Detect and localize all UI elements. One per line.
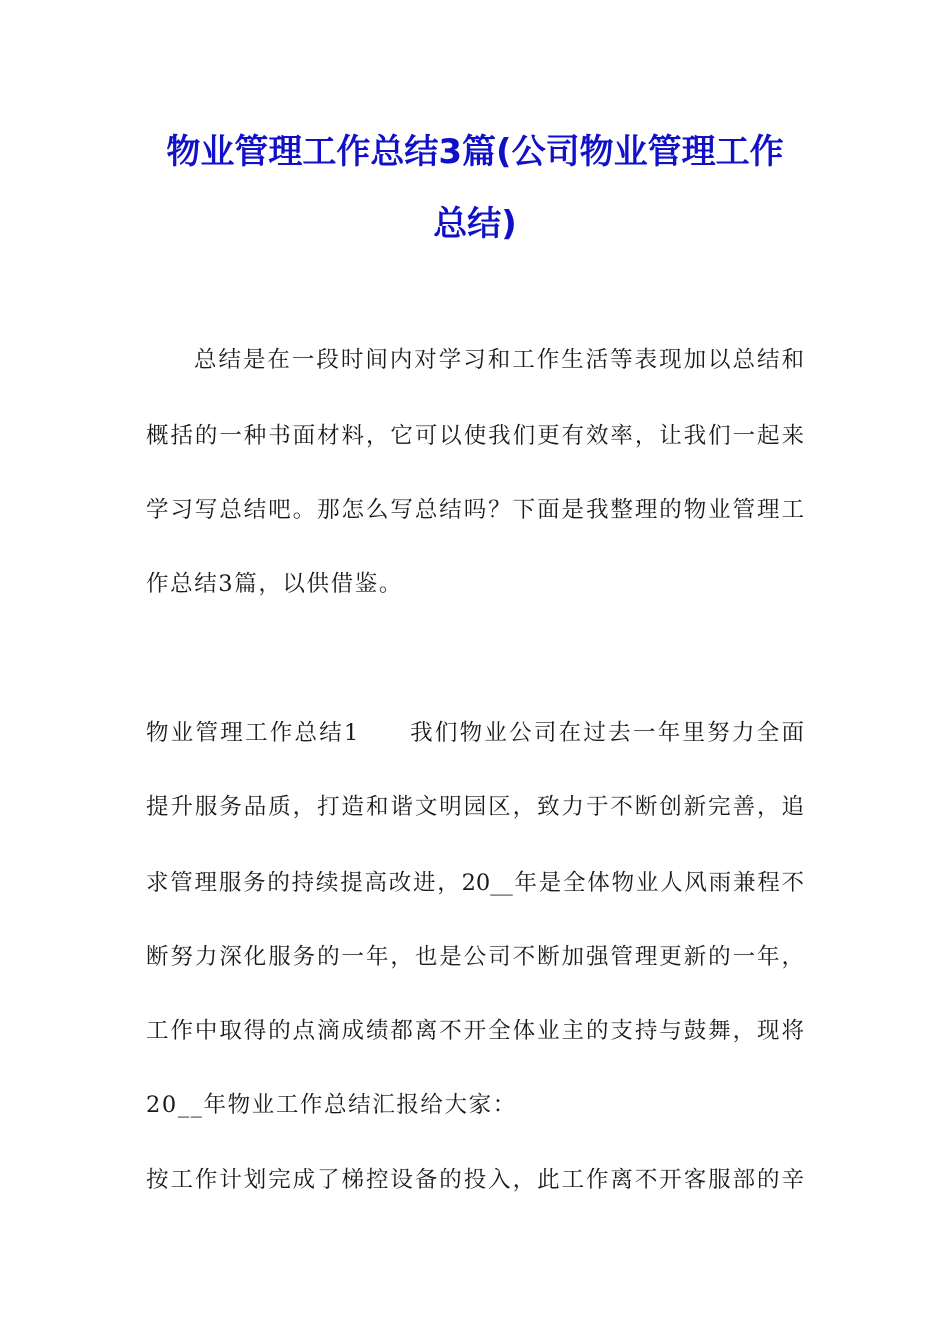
section1-paragraph-line: 物业管理工作总结1 我们物业公司在过去一年里努力全面	[146, 720, 804, 746]
intro-paragraph-line: 作总结3篇，以供借鉴。	[146, 571, 403, 597]
section1-paragraph-line: 20__年物业工作总结汇报给大家：	[146, 1092, 517, 1118]
section1-paragraph-line: 提升服务品质，打造和谐文明园区，致力于不断创新完善，追	[146, 794, 804, 820]
section1-paragraph-line: 断努力深化服务的一年，也是公司不断加强管理更新的一年，	[146, 944, 804, 970]
intro-paragraph-line: 学习写总结吧。那怎么写总结吗？下面是我整理的物业管理工	[146, 497, 804, 523]
intro-paragraph-line: 概括的一种书面材料，它可以使我们更有效率，让我们一起来	[146, 423, 804, 449]
document-title-line-2: 总结)	[433, 204, 517, 244]
intro-paragraph-line: 总结是在一段时间内对学习和工作生活等表现加以总结和	[194, 347, 804, 373]
section1-paragraph-line: 按工作计划完成了梯控设备的投入，此工作离不开客服部的辛	[146, 1167, 804, 1193]
section1-paragraph-line: 求管理服务的持续提高改进，20__年是全体物业人风雨兼程不	[146, 870, 804, 896]
document-title-line-1: 物业管理工作总结3篇(公司物业管理工作	[166, 132, 784, 172]
section1-paragraph-line: 工作中取得的点滴成绩都离不开全体业主的支持与鼓舞，现将	[146, 1018, 804, 1044]
